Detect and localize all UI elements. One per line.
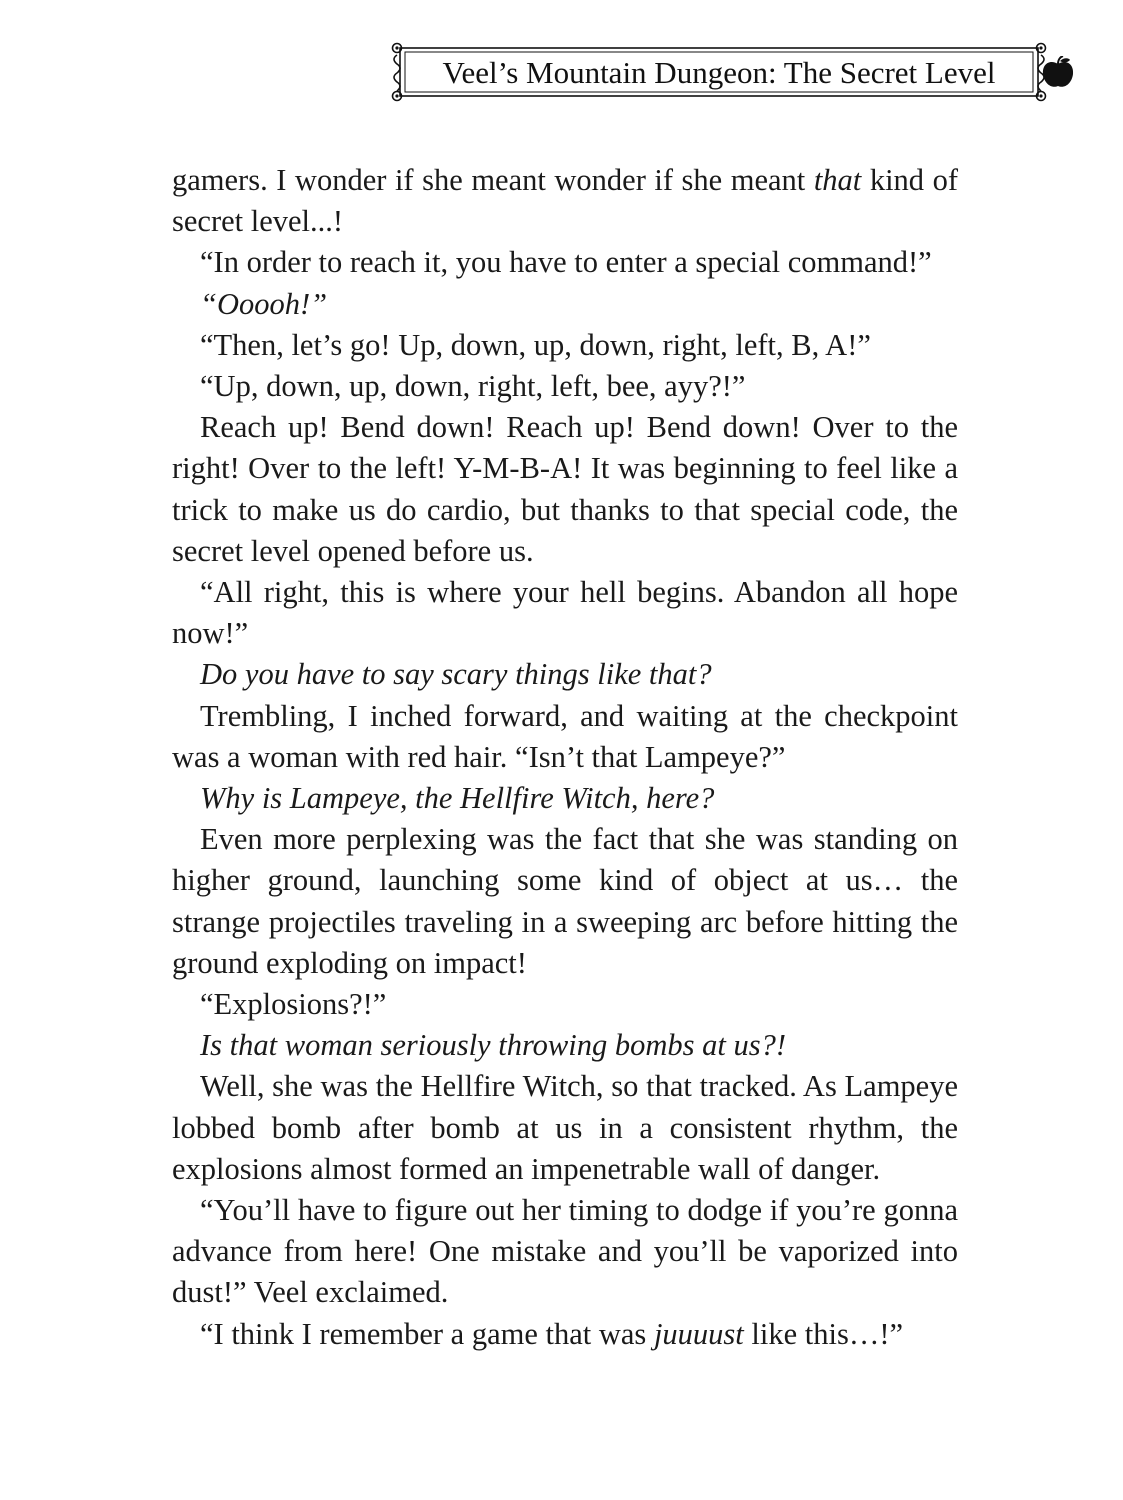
paragraph-narration: Even more perplexing was the fact that she was standing on higher ground, launching some kind of object at us… the strange projectiles traveling in a sweeping arc before hitting the ground exploding on impact! (172, 822, 958, 980)
paragraph-dialogue: “Then, let’s go! Up, down, up, down, right, left, B, A!” (200, 327, 871, 362)
paragraph-dialogue: “Explosions?!” (200, 987, 387, 1022)
paragraph-dialogue: “Up, down, up, down, right, left, bee, ayy?!” (200, 369, 746, 404)
paragraph-dialogue: “You’ll have to figure out her timing to dodge if you’re gonna advance from here! One mistake and you’ll be vaporized into dust!” Veel exclaimed. (172, 1193, 958, 1310)
paragraph-thought: Do you have to say scary things like that? (200, 657, 712, 692)
paragraph-dialogue: “In order to reach it, you have to enter a special command!” (200, 245, 932, 280)
page-body-text (172, 160, 958, 1355)
paragraph-dialogue: “All right, this is where your hell begins. Abandon all hope now!” (172, 575, 958, 651)
paragraph-thought: “Ooooh!” (200, 286, 328, 321)
header-title: Veel’s Mountain Dungeon: The Secret Level (442, 55, 996, 90)
paragraph-narration: Well, she was the Hellfire Witch, so that tracked. As Lampeye lobbed bomb after bomb at us in a consistent rhythm, the explosions almost formed an impenetrable wall of danger. (172, 1069, 958, 1186)
paragraph-thought: Is that woman seriously throwing bombs at us?! (200, 1028, 787, 1063)
paragraph-thought: Why is Lampeye, the Hellfire Witch, here? (200, 781, 715, 816)
paragraph-dialogue: “I think I remember a game that was juuuust like this…!” (200, 1316, 904, 1351)
emphasis: that (813, 163, 862, 197)
apple-icon (1040, 56, 1076, 90)
paragraph-narration: Reach up! Bend down! Reach up! Bend down! Over to the right! Over to the left! Y-M-B-A! It was beginning to feel like a trick to make us do cardio, but thanks to that special code, the secret level opened before us. (172, 410, 958, 568)
emphasis: juuuust (653, 1316, 744, 1351)
running-header (388, 42, 1050, 102)
paragraph-narration: Trembling, I inched forward, and waiting at the checkpoint was a woman with red hair. “Isn’t that Lampeye?” (172, 698, 958, 774)
paragraph-continuation: gamers. I wonder if she meant wonder if she meant that kind of secret level...! (172, 163, 958, 239)
